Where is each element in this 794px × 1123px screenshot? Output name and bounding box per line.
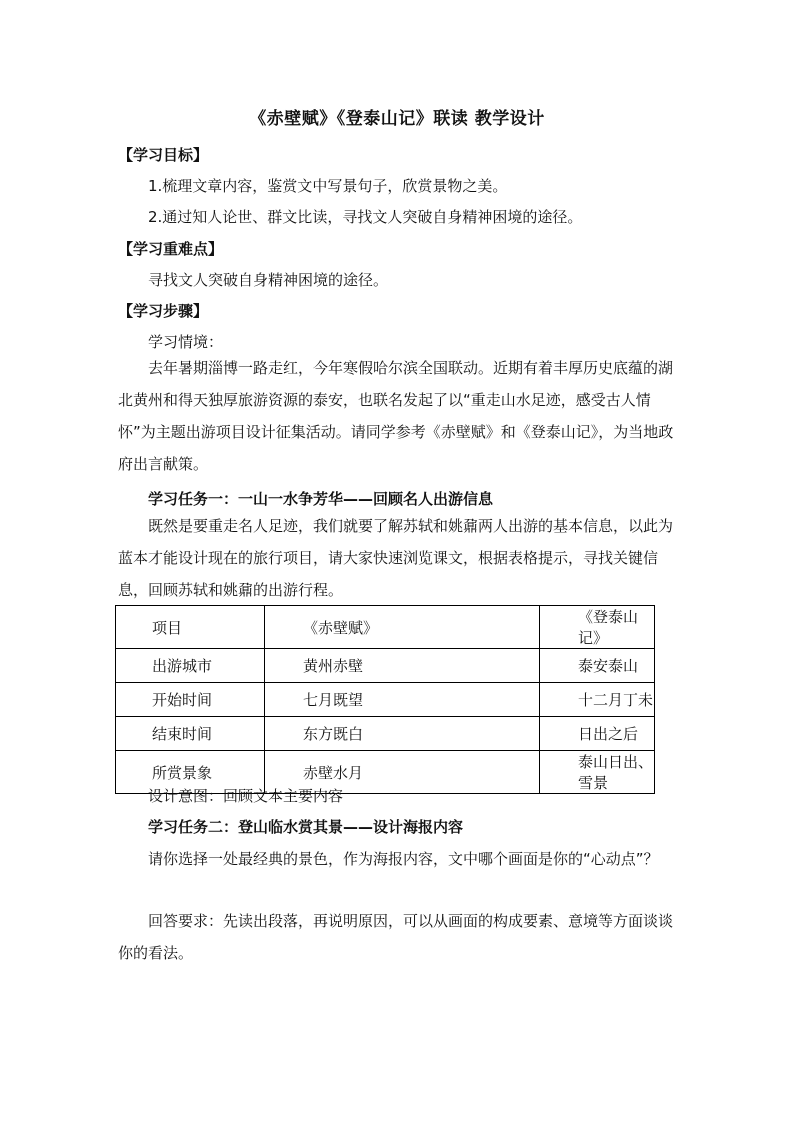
goal-2: 2.通过知人论世、群文比读，寻找文人突破自身精神困境的途径。: [148, 208, 583, 226]
trip-info-table: [115, 605, 655, 794]
table-header-cell: 《赤壁赋》: [265, 606, 540, 649]
table-cell: 开始时间: [116, 683, 265, 717]
table-cell: 出游城市: [116, 649, 265, 683]
table-row: [116, 717, 655, 751]
table-cell: 七月既望: [265, 683, 540, 717]
table-cell: 日出之后: [540, 717, 655, 751]
table-cell: 结束时间: [116, 717, 265, 751]
goals-heading: 【学习目标】: [118, 146, 209, 164]
task-1-paragraph: 既然是要重走名人足迹，我们就要了解苏轼和姚鼐两人出游的基本信息，以此为蓝本才能设计现在的旅行项目，请大家快速浏览课文，根据表格提示，寻找关键信息，回顾苏轼和姚鼐的出游行程。: [118, 517, 674, 599]
table-cell: 泰山日出、雪景: [540, 751, 655, 794]
table-row: [116, 683, 655, 717]
situation-label: 学习情境：: [148, 333, 224, 351]
key-points-text: 寻找文人突破自身精神困境的途径。: [148, 271, 389, 289]
steps-heading: 【学习步骤】: [118, 302, 209, 320]
table-header-row: [116, 606, 655, 649]
table-cell: 东方既白: [265, 717, 540, 751]
task-1-heading: 学习任务一：一山一水争芳华——回顾名人出游信息: [148, 490, 494, 508]
goal-1: 1.梳理文章内容，鉴赏文中写景句子，欣赏景物之美。: [148, 177, 508, 195]
task-2-paragraph: 请你选择一处最经典的景色，作为海报内容，文中哪个画面是你的“心动点”？: [148, 850, 659, 868]
situation-paragraph: 去年暑期淄博一路走红，今年寒假哈尔滨全国联动。近期有着丰厚历史底蕴的湖北黄州和得天独厚旅游资源的泰安，也联名发起了以“重走山水足迹，感受古人情怀”为主题出游项目设计征集活动。请同学参考《赤壁赋》和《登泰山记》，为当地政府出言献策。: [118, 359, 674, 473]
table-row: [116, 649, 655, 683]
document-title: 《赤壁赋》《登泰山记》联读 教学设计: [249, 109, 545, 129]
table-header-cell: 项目: [116, 606, 265, 649]
table-header-cell: 《登泰山记》: [540, 606, 655, 649]
design-intent: 设计意图：回顾文本主要内容: [148, 787, 344, 805]
key-points-heading: 【学习重难点】: [118, 240, 224, 258]
table-cell: 所赏景象: [116, 751, 265, 794]
answer-requirements: 回答要求：先读出段落，再说明原因，可以从画面的构成要素、意境等方面谈谈你的看法。: [118, 912, 674, 962]
table-cell: 赤壁水月: [265, 751, 540, 794]
table-cell: 黄州赤壁: [265, 649, 540, 683]
table-cell: 十二月丁未: [540, 683, 655, 717]
task-2-heading: 学习任务二：登山临水赏其景——设计海报内容: [148, 818, 464, 836]
table-cell: 泰安泰山: [540, 649, 655, 683]
